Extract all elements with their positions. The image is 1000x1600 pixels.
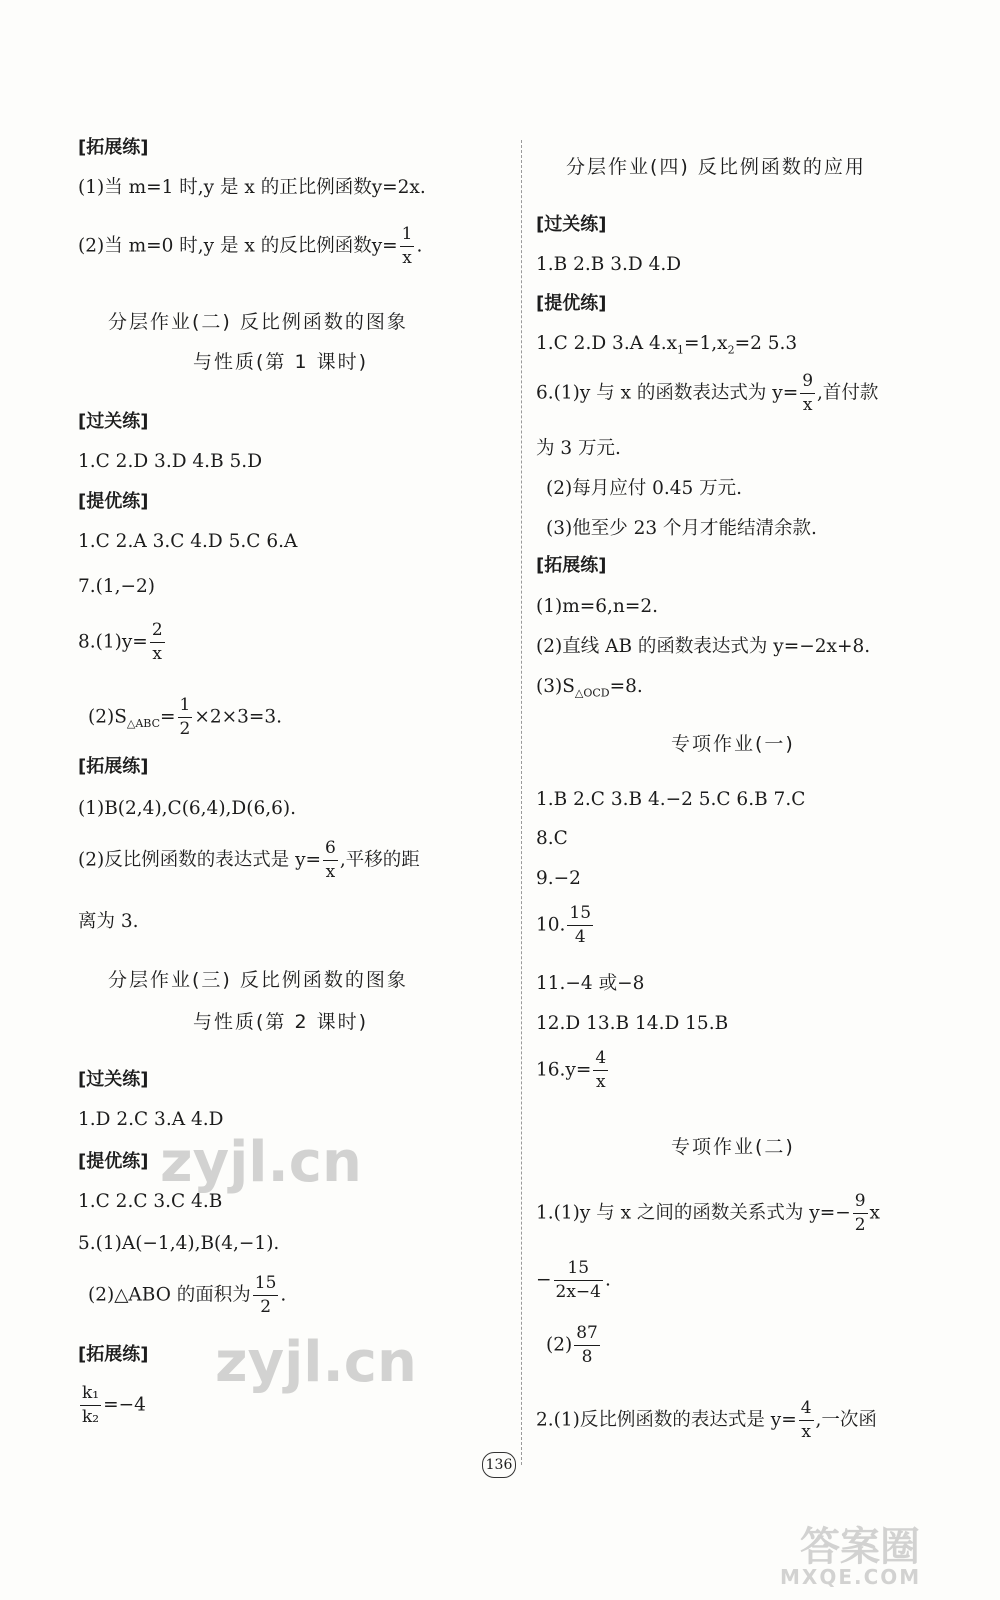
fraction: $\frac{2}{x}$ [151,620,163,664]
answer-line: 1.C 2.D 3.A $4.x_1=1,x_2=2$ 5.3 [536,333,798,357]
section-title: 与性质(第 1 课时) [193,351,368,373]
section-title: 与性质(第 2 课时) [193,1011,368,1033]
section-tag: [拓展练] [78,137,149,158]
fraction: $\frac{15}{4}$ [569,903,592,947]
watermark: 答案圈 [800,1524,920,1570]
section-tag: [拓展练] [78,756,149,777]
answer-line: 1.C 2.A 3.C 4.D 5.C 6.A [78,531,298,552]
watermark: MXQE.COM [780,1565,922,1589]
answer-line: 为 3 万元. [536,438,621,459]
fraction: $\frac{87}{8}$ [576,1323,598,1367]
answer-line: 8.(1)y= $\frac{2}{x}$ [78,620,163,664]
answer-line: 5.(1)A(−1,4),B(4,−1). [78,1233,280,1254]
answer-line: (2)每月应付 0.45 万元. [546,478,743,499]
answer-line: 12.D 13.B 14.D 15.B [536,1013,729,1034]
fraction: $\frac{4}{x}$ [595,1048,607,1092]
fraction: $\frac{1}{2}$ [179,695,191,739]
answer-line: 1.(1)y 与 x 之间的函数关系式为 y=− $\frac{9}{2}$ x [536,1191,880,1235]
answer-line: 1.C 2.D 3.D 4.B 5.D [78,451,263,472]
answer-line: 11.−4 或−8 [536,973,645,994]
answer-line: 7.(1,−2) [78,576,156,597]
section-title: 专项作业(一) [671,733,795,755]
answer-line: (2)△ABO 的面积为 $\frac{15}{2}$ . [88,1273,287,1317]
answer-line: (2)反比例函数的表达式是 y= $\frac{6}{x}$ ,平移的距 [78,838,420,882]
answer-line: (2)当 m=0 时,y 是 x 的反比例函数y= $\frac{1}{x}$ . [78,224,423,268]
section-title: 专项作业(二) [671,1136,795,1158]
answer-line: (1)m=6,n=2. [536,596,658,617]
answer-line: (2) $\frac{87}{8}$ [546,1323,598,1367]
fraction: $\frac{4}{x}$ [800,1398,812,1442]
page-number: 136 [482,1452,516,1478]
answer-line: $(2)S_{\triangle ABC}=$ $\frac{1}{2}$ ×2×3=3. [88,695,283,739]
answer-line: (2)直线 AB 的函数表达式为 y=−2x+8. [536,636,871,657]
answer-line: 16.y= $\frac{4}{x}$ [536,1048,607,1092]
section-tag: [拓展练] [536,555,607,576]
section-tag: [提优练] [78,1151,149,1172]
section-title: 分层作业(三) 反比例函数的图象 [108,969,408,991]
watermark: zyjl.cn [160,1130,362,1195]
fraction: $\frac{\text{k₁}}{\text{k₂}}$ [82,1383,100,1427]
fraction: $\frac{1}{x}$ [401,224,413,268]
watermark: zyjl.cn [215,1330,417,1395]
answer-line: $\frac{\text{k₁}}{\text{k₂}}$ =−4 [82,1383,146,1427]
fraction: $\frac{6}{x}$ [325,838,336,882]
answer-line: 9.−2 [536,868,581,889]
section-tag: [过关练] [78,411,149,432]
section-tag: [提优练] [78,491,149,512]
section-tag: [过关练] [78,1069,149,1090]
answer-line: (3)他至少 23 个月才能结清余款. [546,518,817,539]
column-divider [521,140,522,1465]
fraction: $\frac{15}{2}$ [254,1273,277,1317]
fraction: $\frac{9}{x}$ [802,371,814,415]
section-title: 分层作业(四) 反比例函数的应用 [566,156,866,178]
section-tag: [提优练] [536,293,607,314]
section-tag: [拓展练] [78,1344,149,1365]
section-title: 分层作业(二) 反比例函数的图象 [108,311,408,333]
answer-line: (1)B(2,4),C(6,4),D(6,6). [78,798,296,819]
answer-line: 10. $\frac{15}{4}$ [536,903,592,947]
answer-line: 离为 3. [78,911,139,932]
answer-line: − $\frac{15}{2x-4}$ . [536,1258,611,1302]
answer-line: 1.C 2.C 3.C 4.B [78,1191,223,1212]
answer-line: 8.C [536,828,568,849]
fraction: $\frac{15}{2x-4}$ [555,1258,601,1302]
answer-line: 6.(1)y 与 x 的函数表达式为 y= $\frac{9}{x}$ ,首付款 [536,371,879,415]
answer-line: 1.D 2.C 3.A 4.D [78,1109,224,1130]
answer-line: 2.(1)反比例函数的表达式是 y= $\frac{4}{x}$ ,一次函 [536,1398,877,1442]
answer-line: 1.B 2.C 3.B 4.−2 5.C 6.B 7.C [536,789,806,810]
section-tag: [过关练] [536,214,607,235]
answer-line: $(3)S_{\triangle OCD}=8$. [536,676,643,700]
answer-line: (1)当 m=1 时,y 是 x 的正比例函数y=2x. [78,177,426,198]
answer-line: 1.B 2.B 3.D 4.D [536,254,682,275]
fraction: $\frac{9}{2}$ [854,1191,866,1235]
